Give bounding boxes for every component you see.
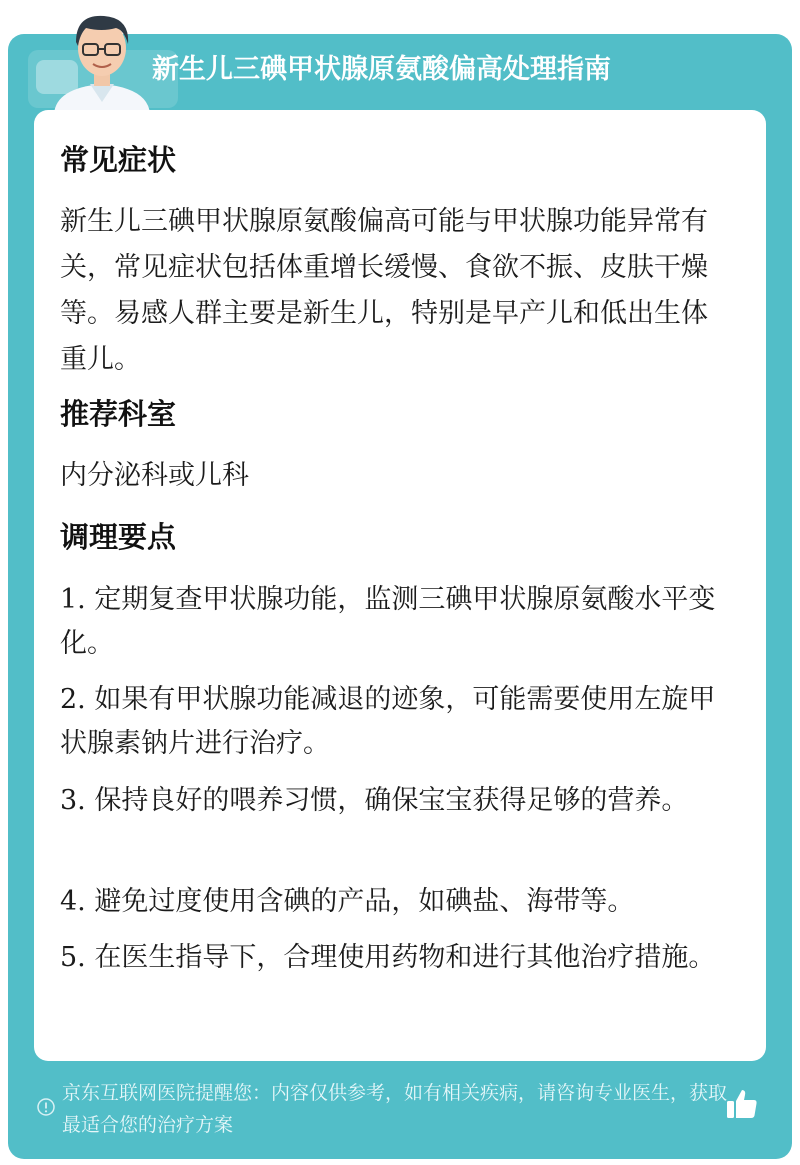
care-item-number: 1. [60, 584, 86, 615]
care-item-number: 5. [60, 942, 86, 973]
info-icon [37, 1098, 55, 1116]
care-item-number: 4. [60, 886, 86, 917]
care-item-text: 如果有甲状腺功能减退的迹象，可能需要使用左旋甲状腺素钠片进行治疗。 [60, 684, 716, 759]
care-item [60, 936, 730, 980]
department-heading: 推荐科室 [60, 397, 177, 431]
page-title: 新生儿三碘甲状腺原氨酸偏高处理指南 [152, 54, 611, 85]
care-item [60, 880, 730, 924]
care-item-number: 3. [60, 785, 86, 816]
care-item-text: 保持良好的喂养习惯，确保宝宝获得足够的营养。 [94, 785, 689, 816]
care-item-text: 定期复查甲状腺功能，监测三碘甲状腺原氨酸水平变化。 [60, 584, 716, 659]
care-item-number: 2. [60, 684, 86, 715]
doctor-avatar-icon [46, 6, 158, 114]
care-item [60, 678, 730, 766]
footer-disclaimer: 京东互联网医院提醒您：内容仅供参考，如有相关疾病，请咨询专业医生，获取最适合您的治疗方案 [62, 1082, 728, 1136]
department-text: 内分泌科或儿科 [60, 460, 249, 491]
thumbs-up-icon[interactable] [724, 1086, 760, 1122]
care-item [60, 779, 730, 823]
care-item-text: 在医生指导下，合理使用药物和进行其他治疗措施。 [94, 942, 716, 973]
symptoms-text: 新生儿三碘甲状腺原氨酸偏高可能与甲状腺功能异常有关，常见症状包括体重增长缓慢、食欲不振、皮肤干燥等。易感人群主要是新生儿，特别是早产儿和低出生体重儿。 [60, 206, 708, 375]
care-item [60, 578, 730, 666]
care-heading: 调理要点 [60, 520, 177, 554]
symptoms-heading: 常见症状 [60, 143, 177, 177]
care-item-text: 避免过度使用含碘的产品，如碘盐、海带等。 [94, 886, 635, 917]
